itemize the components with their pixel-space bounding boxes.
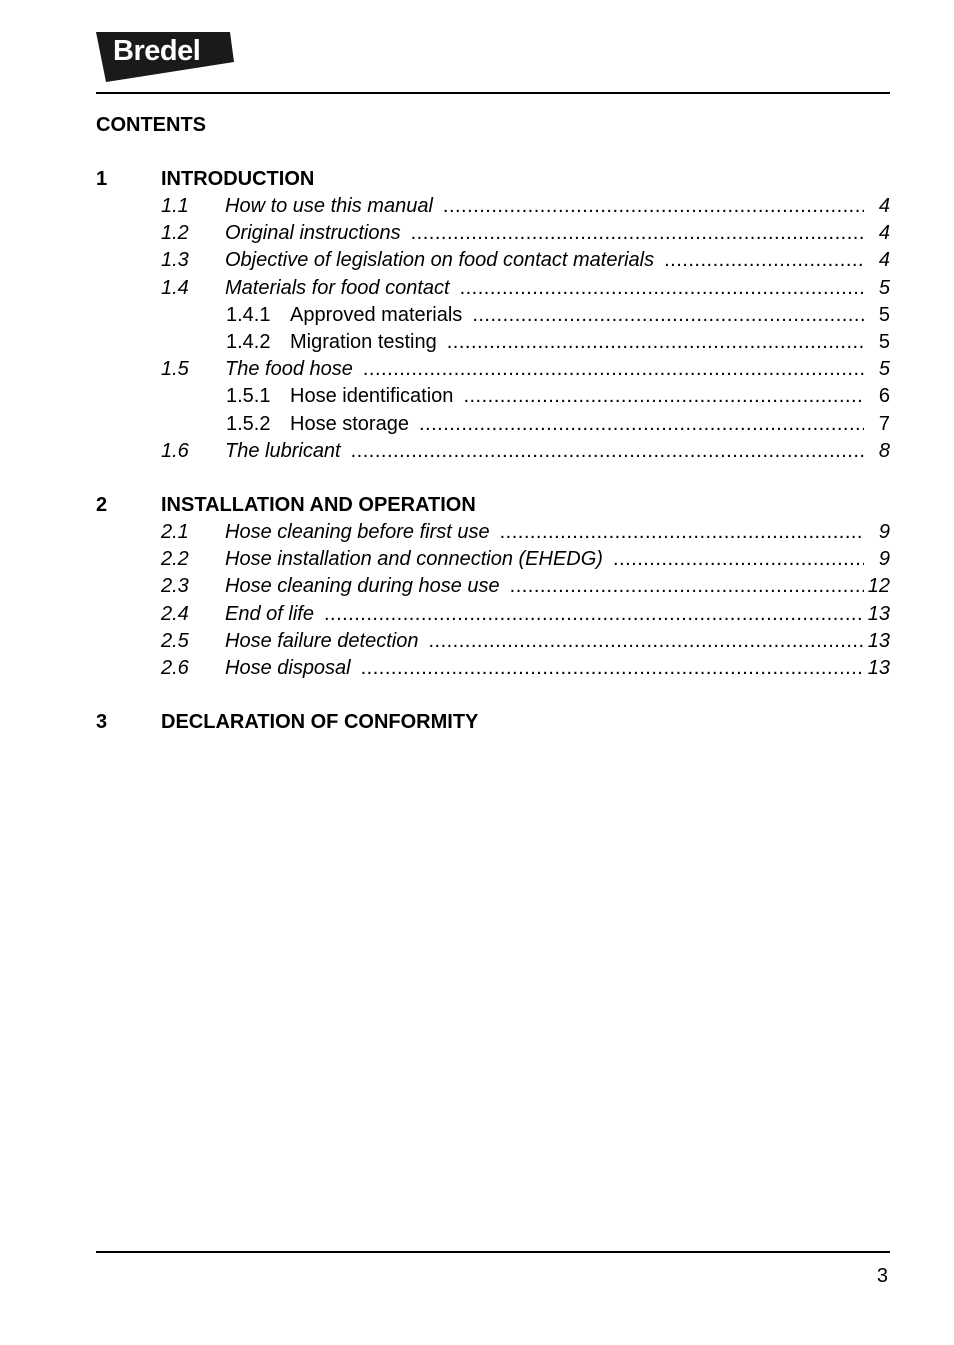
dot-leader bbox=[428, 630, 863, 653]
entry-page-number: 13 bbox=[867, 629, 890, 652]
contents-title: CONTENTS bbox=[96, 114, 206, 136]
toc-entry[interactable] bbox=[96, 329, 890, 356]
entry-title: The food hose bbox=[225, 358, 353, 381]
dot-leader bbox=[500, 521, 864, 544]
entry-number: 2.3 bbox=[161, 575, 189, 598]
toc-entry[interactable] bbox=[96, 628, 890, 655]
entry-title: Hose installation and connection (EHEDG) bbox=[225, 548, 603, 571]
entry-page-number: 6 bbox=[878, 385, 890, 408]
entry-page-number: 5 bbox=[878, 276, 890, 299]
entry-number: 2.2 bbox=[161, 548, 189, 571]
entry-title: Hose disposal bbox=[225, 656, 351, 679]
entry-page-number: 9 bbox=[878, 548, 890, 571]
toc-entry[interactable] bbox=[96, 438, 890, 465]
entry-page-number: 13 bbox=[867, 602, 890, 625]
toc-entry[interactable] bbox=[96, 247, 890, 274]
chapter-title: INTRODUCTION bbox=[161, 168, 315, 190]
page-number: 3 bbox=[876, 1265, 888, 1287]
entry-title: Hose cleaning before first use bbox=[225, 520, 490, 543]
dot-leader bbox=[324, 603, 864, 626]
entry-number: 1.6 bbox=[161, 439, 189, 462]
toc-chapter[interactable] bbox=[96, 492, 890, 519]
toc-entry[interactable] bbox=[96, 546, 890, 573]
entry-page-number: 4 bbox=[878, 195, 890, 218]
entry-page-number: 5 bbox=[878, 331, 890, 354]
entry-number: 1.2 bbox=[161, 222, 189, 245]
entry-page-number: 12 bbox=[867, 575, 890, 598]
toc-entry[interactable] bbox=[96, 600, 890, 627]
toc-section bbox=[96, 492, 890, 682]
entry-number: 2.1 bbox=[161, 520, 189, 543]
entry-page-number: 4 bbox=[878, 222, 890, 245]
entry-title: Approved materials bbox=[290, 303, 463, 326]
dot-leader bbox=[447, 331, 864, 354]
dot-leader bbox=[613, 548, 864, 571]
entry-number: 2.6 bbox=[161, 656, 189, 679]
entry-page-number: 13 bbox=[867, 656, 890, 679]
entry-number: 1.4.1 bbox=[226, 303, 271, 326]
toc-section bbox=[96, 709, 890, 736]
entry-title: Migration testing bbox=[290, 331, 437, 354]
dot-leader bbox=[463, 385, 864, 408]
entry-title: End of life bbox=[225, 602, 314, 625]
entry-number: 1.4 bbox=[161, 276, 189, 299]
entry-title: Hose failure detection bbox=[225, 629, 419, 652]
dot-leader bbox=[443, 195, 864, 218]
entry-page-number: 4 bbox=[878, 249, 890, 272]
toc-section bbox=[96, 166, 890, 465]
table-of-contents bbox=[96, 166, 890, 763]
entry-page-number: 7 bbox=[878, 412, 890, 435]
bredel-logo bbox=[96, 30, 236, 84]
entry-title: Materials for food contact bbox=[225, 276, 450, 299]
toc-entry[interactable] bbox=[96, 356, 890, 383]
entry-title: How to use this manual bbox=[225, 195, 433, 218]
toc-entry[interactable] bbox=[96, 573, 890, 600]
entry-number: 1.3 bbox=[161, 249, 189, 272]
chapter-number: 1 bbox=[96, 168, 108, 190]
entry-page-number: 5 bbox=[878, 358, 890, 381]
toc-entry[interactable] bbox=[96, 383, 890, 410]
entry-page-number: 9 bbox=[878, 520, 890, 543]
toc-chapter[interactable] bbox=[96, 709, 890, 736]
dot-leader bbox=[419, 413, 864, 436]
dot-leader bbox=[351, 440, 864, 463]
entry-title: The lubricant bbox=[225, 439, 341, 462]
toc-entry[interactable] bbox=[96, 519, 890, 546]
dot-leader bbox=[472, 304, 864, 327]
chapter-title: DECLARATION OF CONFORMITY bbox=[161, 711, 479, 733]
entry-title: Hose cleaning during hose use bbox=[225, 575, 500, 598]
chapter-number: 3 bbox=[96, 711, 108, 733]
toc-entry[interactable] bbox=[96, 411, 890, 438]
entry-number: 2.5 bbox=[161, 629, 189, 652]
entry-number: 1.1 bbox=[161, 195, 189, 218]
toc-entry[interactable] bbox=[96, 275, 890, 302]
dot-leader bbox=[411, 222, 864, 245]
dot-leader bbox=[664, 249, 864, 272]
toc-entry[interactable] bbox=[96, 220, 890, 247]
entry-title: Original instructions bbox=[225, 222, 401, 245]
entry-number: 1.4.2 bbox=[226, 331, 271, 354]
dot-leader bbox=[361, 657, 864, 680]
dot-leader bbox=[363, 358, 864, 381]
dot-leader bbox=[460, 277, 864, 300]
toc-chapter[interactable] bbox=[96, 166, 890, 193]
chapter-title: INSTALLATION AND OPERATION bbox=[161, 493, 476, 516]
entry-page-number: 8 bbox=[878, 439, 890, 462]
entry-number: 2.4 bbox=[161, 602, 189, 625]
toc-entry[interactable] bbox=[96, 655, 890, 682]
footer-rule bbox=[96, 1251, 890, 1253]
logo-text: Bredel bbox=[113, 35, 201, 67]
entry-page-number: 5 bbox=[878, 303, 890, 326]
toc-entry[interactable] bbox=[96, 193, 890, 220]
entry-number: 1.5.2 bbox=[226, 412, 271, 435]
header-rule bbox=[96, 92, 890, 94]
entry-number: 1.5 bbox=[161, 358, 189, 381]
entry-title: Objective of legislation on food contact materials bbox=[225, 249, 655, 272]
chapter-number: 2 bbox=[96, 493, 108, 516]
entry-number: 1.5.1 bbox=[226, 385, 271, 408]
toc-entry[interactable] bbox=[96, 302, 890, 329]
entry-title: Hose identification bbox=[290, 385, 454, 408]
dot-leader bbox=[510, 575, 864, 598]
entry-title: Hose storage bbox=[290, 412, 409, 435]
